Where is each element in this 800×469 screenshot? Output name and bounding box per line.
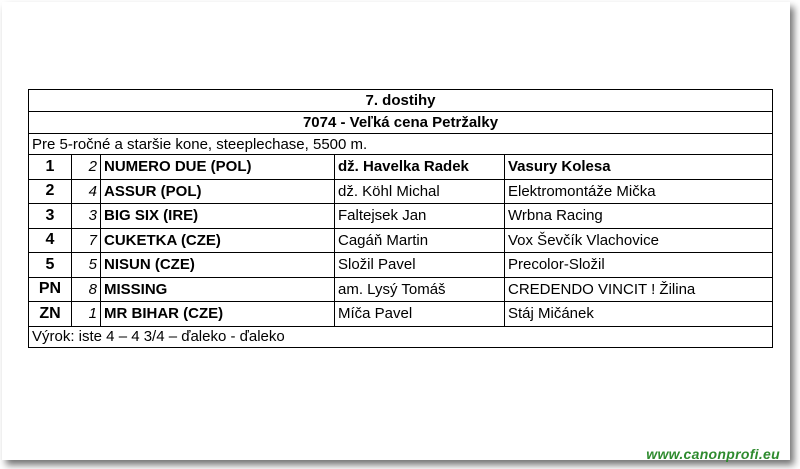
race-name-row — [29, 112, 773, 134]
start-number-cell: 1 — [72, 302, 101, 327]
race-verdict: Výrok: iste 4 – 4 3/4 – ďaleko - ďaleko — [29, 326, 773, 347]
owner-cell: Stáj Mičánek — [505, 302, 773, 327]
jockey-cell: am. Lysý Tomáš — [335, 277, 505, 302]
jockey-cell: dž. Havelka Radek — [335, 155, 505, 180]
start-number-cell: 7 — [72, 228, 101, 253]
horse-cell: MR BIHAR (CZE) — [101, 302, 335, 327]
table-row — [29, 228, 773, 253]
place-cell: ZN — [29, 302, 72, 327]
place-cell: PN — [29, 277, 72, 302]
table-row — [29, 204, 773, 229]
race-conditions-row — [29, 134, 773, 155]
race-number-title: 7. dostihy — [29, 90, 773, 112]
table-row — [29, 253, 773, 278]
place-cell: 4 — [29, 228, 72, 253]
owner-cell: Wrbna Racing — [505, 204, 773, 229]
place-cell: 1 — [29, 155, 72, 180]
owner-cell: Vasury Kolesa — [505, 155, 773, 180]
horse-cell: NUMERO DUE (POL) — [101, 155, 335, 180]
table-row — [29, 302, 773, 327]
horse-cell: CUKETKA (CZE) — [101, 228, 335, 253]
watermark: www.canonprofi.eu — [646, 446, 780, 462]
owner-cell: Elektromontáže Mička — [505, 179, 773, 204]
jockey-cell: Složil Pavel — [335, 253, 505, 278]
race-conditions: Pre 5-ročné a staršie kone, steeplechase, 5500 m. — [29, 134, 773, 155]
jockey-cell: Míča Pavel — [335, 302, 505, 327]
owner-cell: Precolor-Složil — [505, 253, 773, 278]
place-cell: 5 — [29, 253, 72, 278]
owner-cell: CREDENDO VINCIT ! Žilina — [505, 277, 773, 302]
start-number-cell: 2 — [72, 155, 101, 180]
jockey-cell: Cagáň Martin — [335, 228, 505, 253]
start-number-cell: 8 — [72, 277, 101, 302]
table-row — [29, 155, 773, 180]
owner-cell: Vox Ševčík Vlachovice — [505, 228, 773, 253]
horse-cell: ASSUR (POL) — [101, 179, 335, 204]
verdict-row — [29, 326, 773, 347]
horse-cell: NISUN (CZE) — [101, 253, 335, 278]
table-row — [29, 179, 773, 204]
table-row — [29, 277, 773, 302]
horse-cell: MISSING — [101, 277, 335, 302]
start-number-cell: 3 — [72, 204, 101, 229]
place-cell: 3 — [29, 204, 72, 229]
start-number-cell: 5 — [72, 253, 101, 278]
jockey-cell: dž. Köhl Michal — [335, 179, 505, 204]
horse-cell: BIG SIX (IRE) — [101, 204, 335, 229]
race-name-title: 7074 - Veľká cena Petržalky — [29, 112, 773, 134]
place-cell: 2 — [29, 179, 72, 204]
jockey-cell: Faltejsek Jan — [335, 204, 505, 229]
start-number-cell: 4 — [72, 179, 101, 204]
race-results-table — [28, 89, 773, 348]
race-number-row — [29, 90, 773, 112]
